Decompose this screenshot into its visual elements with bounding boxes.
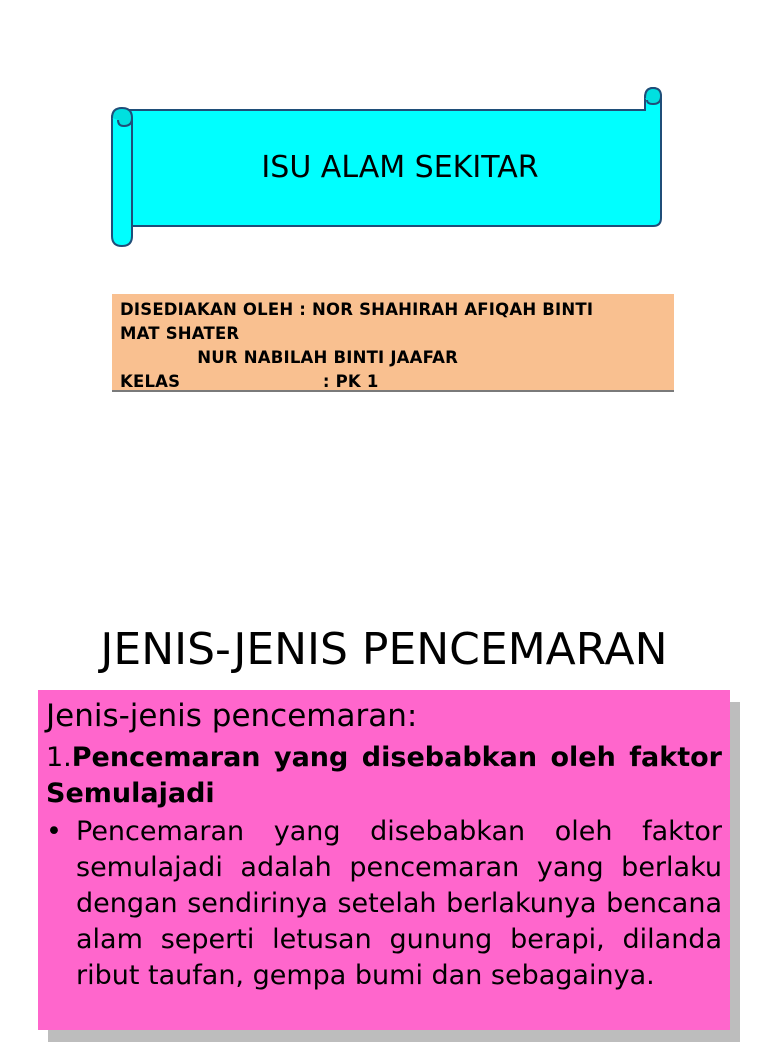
content-box: [38, 690, 730, 1030]
point-number: 1.: [46, 742, 72, 773]
point-title: Pencemaran yang disebabkan oleh faktor Semulajadi: [46, 742, 722, 809]
bullet-icon: •: [46, 816, 62, 847]
slide-heading: JENIS-JENIS PENCEMARAN: [100, 624, 668, 675]
author-line-1: DISEDIAKAN OLEH : NOR SHAHIRAH AFIQAH BINTI: [120, 300, 594, 319]
author-line-2: MAT SHATER: [120, 324, 240, 343]
point-1: [46, 740, 722, 812]
intro-text: Jenis-jenis pencemaran:: [46, 698, 418, 734]
bullet-text: Pencemaran yang disebabkan oleh faktor semulajadi adalah pencemaran yang berlaku dengan sendirinya setelah berlakunya bencana alam seperti letusan gunung berapi, dilanda ribut taufan, gempa bumi dan sebagainya.: [76, 816, 722, 991]
banner-title: ISU ALAM SEKITAR: [261, 150, 539, 185]
author-line-3: NUR NABILAH BINTI JAAFAR: [120, 348, 459, 367]
bullet-item: [46, 814, 722, 994]
class-line: KELAS : PK 1: [120, 372, 379, 391]
content-slide: [0, 560, 768, 1024]
author-info-box: [112, 294, 674, 392]
